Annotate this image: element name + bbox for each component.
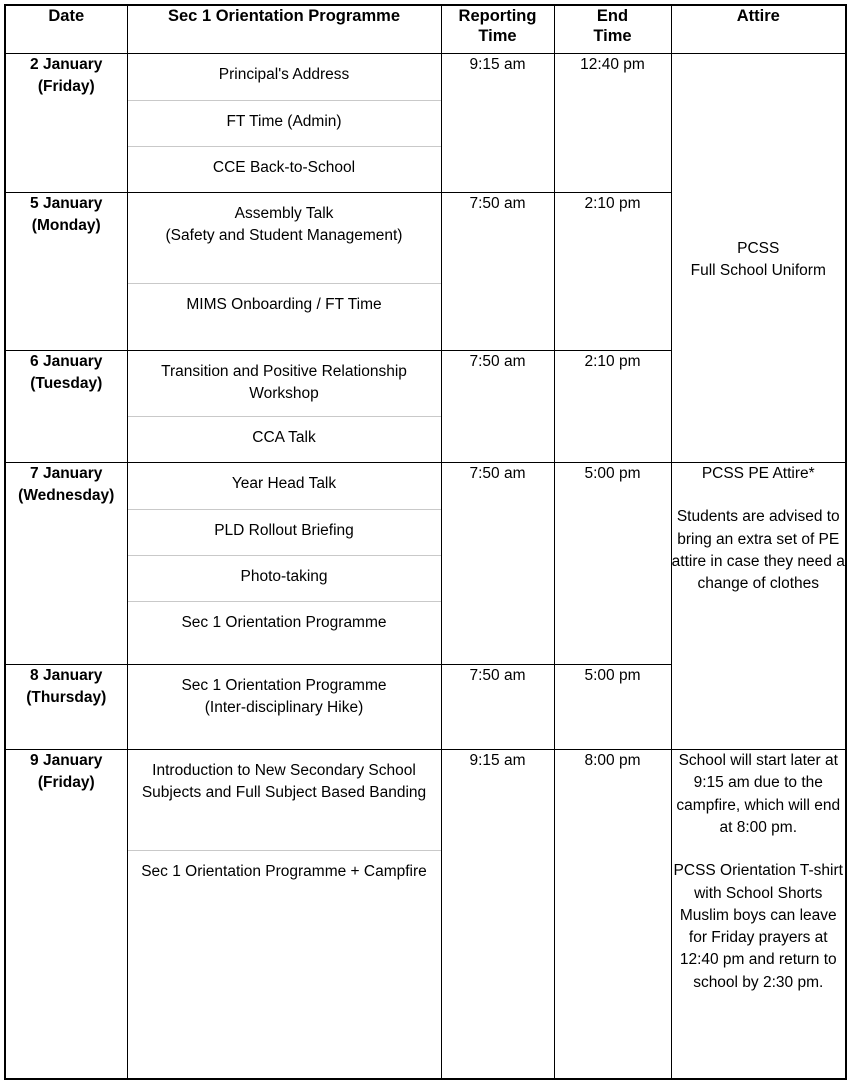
date-line-2: (Monday) [31, 217, 101, 235]
programme-item: MIMS Onboarding / FT Time [128, 283, 441, 329]
programme-list [128, 750, 441, 896]
date-line-2: (Friday) [37, 78, 95, 96]
column-header-programme: Sec 1 Orientation Programme [127, 5, 441, 54]
programme-item [128, 193, 441, 283]
programme-item: CCA Talk [128, 416, 441, 462]
reporting-time-cell: 7:50 am [441, 664, 554, 749]
programme-item-line-2: (Inter-disciplinary Hike) [204, 699, 364, 717]
table-row [5, 749, 846, 1079]
date-cell [5, 351, 127, 463]
date-cell [5, 193, 127, 351]
programme-item: CCE Back-to-School [128, 146, 441, 192]
attire-pe-title: PCSS PE Attire* [701, 464, 815, 482]
programme-item: Photo-taking [128, 555, 441, 601]
programme-item: Principal's Address [218, 66, 350, 83]
date-line-2: (Wednesday) [18, 487, 115, 505]
programme-cell [127, 193, 441, 351]
programme-item-line-2: (Safety and Student Management) [165, 227, 403, 245]
column-header-date: Date [5, 5, 127, 54]
attire-jan9-note-3: Muslim boys can leave for Friday prayers at 12:40 pm and return to school by 2:30 pm. [679, 906, 837, 991]
column-header-reporting-time [441, 5, 554, 54]
programme-item: Year Head Talk [231, 474, 337, 492]
attire-jan9-note-1: School will start later at 9:15 am due to the campfire, which will end at 8:00 pm. [676, 751, 841, 836]
column-header-end-time [554, 5, 671, 54]
end-time-line-1: End [596, 7, 629, 25]
end-time-cell: 2:10 pm [554, 351, 671, 463]
date-line-2: (Tuesday) [30, 375, 103, 393]
end-time-cell: 5:00 pm [554, 664, 671, 749]
programme-item: Introduction to New Secondary School Subjects and Full Subject Based Banding [141, 761, 427, 802]
date-line-2: (Thursday) [26, 689, 107, 707]
date-cell [5, 54, 127, 193]
end-time-line-2: Time [593, 27, 632, 46]
programme-list [128, 351, 441, 462]
attire-uniform-line-1: PCSS [737, 239, 780, 257]
programme-item [128, 665, 441, 730]
programme-item-line-1: Sec 1 Orientation Programme [181, 676, 387, 694]
column-header-attire: Attire [671, 5, 846, 54]
end-time-cell: 8:00 pm [554, 749, 671, 1079]
date-cell [5, 664, 127, 749]
date-line-2: (Friday) [37, 774, 95, 792]
programme-item: PLD Rollout Briefing [128, 509, 441, 555]
programme-cell [127, 54, 441, 193]
programme-item: Sec 1 Orientation Programme [128, 601, 441, 647]
attire-cell-pe [671, 462, 846, 749]
programme-item: Transition and Positive Relationship Workshop [161, 363, 407, 403]
reporting-time-line-1: Reporting [458, 7, 537, 25]
date-cell [5, 462, 127, 664]
date-line-1: 2 January [30, 56, 103, 73]
header-row [5, 5, 846, 54]
attire-cell-jan9 [671, 749, 846, 1079]
reporting-time-cell: 9:15 am [441, 54, 554, 193]
date-line-1: 9 January [30, 751, 103, 769]
programme-cell [127, 749, 441, 1079]
programme-list [128, 665, 441, 730]
table-row [5, 462, 846, 664]
programme-list [128, 463, 441, 647]
programme-cell [127, 351, 441, 463]
programme-item: Sec 1 Orientation Programme + Campfire [128, 850, 441, 896]
date-line-1: 8 January [30, 666, 103, 684]
attire-uniform-block [672, 238, 846, 283]
orientation-schedule-table [4, 4, 847, 1080]
date-line-1: 7 January [30, 464, 103, 482]
programme-item: FT Time (Admin) [128, 100, 441, 146]
attire-uniform-line-2: Full School Uniform [690, 261, 826, 279]
programme-list [128, 54, 441, 192]
programme-list [128, 193, 441, 329]
programme-item-line-1: Assembly Talk [234, 205, 334, 222]
reporting-time-line-2: Time [478, 27, 517, 46]
table-header [5, 5, 846, 54]
end-time-cell: 12:40 pm [554, 54, 671, 193]
programme-cell [127, 462, 441, 664]
date-line-1: 6 January [30, 353, 103, 370]
table-body [5, 54, 846, 1080]
table-row [5, 54, 846, 193]
reporting-time-cell: 7:50 am [441, 351, 554, 463]
date-cell [5, 749, 127, 1079]
end-time-cell: 2:10 pm [554, 193, 671, 351]
date-line-1: 5 January [30, 195, 103, 212]
attire-cell-uniform [671, 54, 846, 463]
programme-cell [127, 664, 441, 749]
attire-jan9-note-2: PCSS Orientation T-shirt with School Shorts [673, 862, 843, 902]
attire-pe-note: Students are advised to bring an extra set of PE attire in case they need a change of clothes [671, 508, 845, 593]
reporting-time-cell: 7:50 am [441, 462, 554, 664]
reporting-time-cell: 7:50 am [441, 193, 554, 351]
reporting-time-cell: 9:15 am [441, 749, 554, 1079]
end-time-cell: 5:00 pm [554, 462, 671, 664]
